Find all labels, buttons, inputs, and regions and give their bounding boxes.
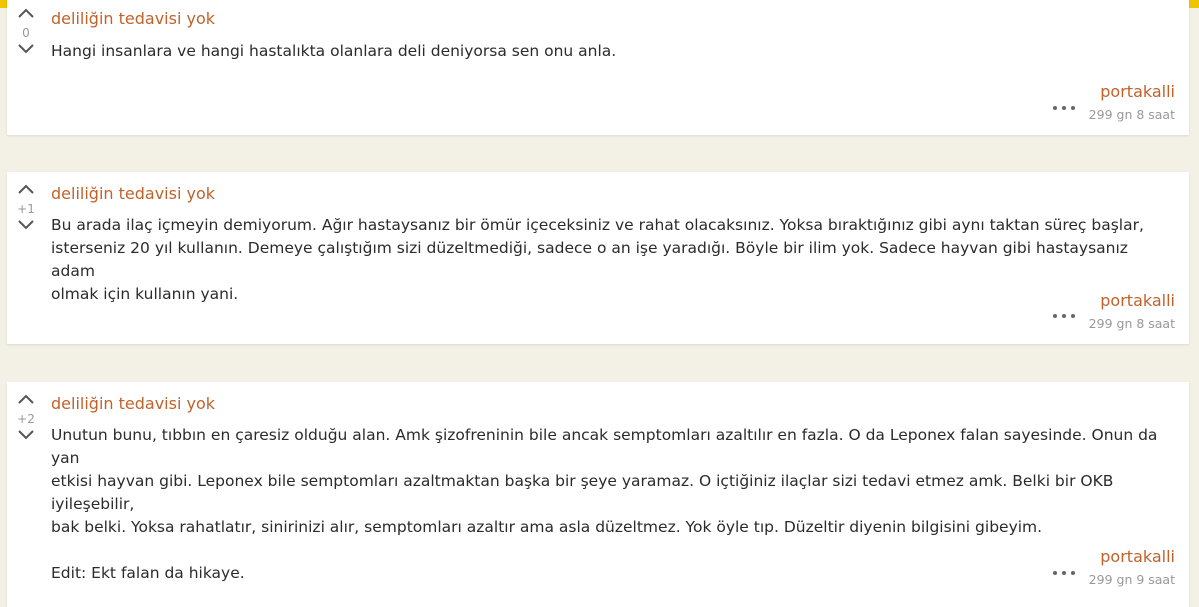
entry-date-link[interactable]: 299 gn 8 saat (1088, 316, 1175, 331)
upvote-arrow-icon[interactable] (15, 8, 37, 22)
vote-widget (15, 184, 37, 234)
vote-count: 0 (22, 26, 30, 40)
entry-title-link[interactable]: deliliğin tedavisi yok (51, 9, 215, 28)
ellipsis-icon[interactable] (1052, 561, 1076, 573)
entry-content: Unutun bunu, tıbbın en çaresiz olduğu alan. Amk şizofreninin bile ancak semptomları azaltılır en fazla. O da Leponex falan sayesinde. Onun da yan etkisi hayvan gibi. Leponex bile semptomları azaltmaktan başka bir şeye yaramaz. O içtiğiniz ilaçlar sizi tedavi etmez amk. Belki bir OKB iyileşebilir, bak belki. Yoksa rahatlatır, sinirinizi alır, semptomları azaltır ama asla düzeltmez. Yok öyle tıp. Düzeltir diyenin bilgisini gibeyim. Edit: Ekt falan da hikaye. (51, 426, 1158, 582)
downvote-arrow-icon[interactable] (15, 44, 37, 58)
entry-date-link[interactable]: 299 gn 8 saat (1088, 107, 1175, 122)
ellipsis-icon[interactable] (1052, 304, 1076, 316)
vote-count: +2 (17, 412, 35, 426)
entry-title-link[interactable]: deliliğin tedavisi yok (51, 394, 215, 413)
author-link[interactable]: portakalli (1100, 547, 1175, 566)
ellipsis-icon[interactable] (1052, 96, 1076, 108)
downvote-arrow-icon[interactable] (15, 430, 37, 444)
entry-content: Hangi insanlara ve hangi hastalıkta olanlara deli deniyorsa sen onu anla. (51, 42, 617, 60)
vote-count: +1 (17, 202, 35, 216)
author-link[interactable]: portakalli (1100, 291, 1175, 310)
author-link[interactable]: portakalli (1100, 82, 1175, 101)
upvote-arrow-icon[interactable] (15, 184, 37, 198)
entry-card (7, 382, 1189, 607)
entry-card (7, 0, 1189, 135)
entry-title-link[interactable]: deliliğin tedavisi yok (51, 184, 215, 203)
vote-widget (15, 394, 37, 444)
vote-widget (15, 8, 37, 58)
entry-date-link[interactable]: 299 gn 9 saat (1088, 572, 1175, 587)
downvote-arrow-icon[interactable] (15, 220, 37, 234)
upvote-arrow-icon[interactable] (15, 394, 37, 408)
entry-content: Bu arada ilaç içmeyin demiyorum. Ağır hastaysanız bir ömür içeceksiniz ve rahat olacaksınız. Yoksa bıraktığınız gibi aynı taktan süreç başlar, isterseniz 20 yıl kullanın. Demeye çalıştığım sizi düzeltmediği, sadece o an işe yaradığı. Böyle bir ilim yok. Sadece hayvan gibi hastaysanız adam olmak için kullanın yani. (51, 216, 1144, 303)
entry-card (7, 172, 1189, 344)
